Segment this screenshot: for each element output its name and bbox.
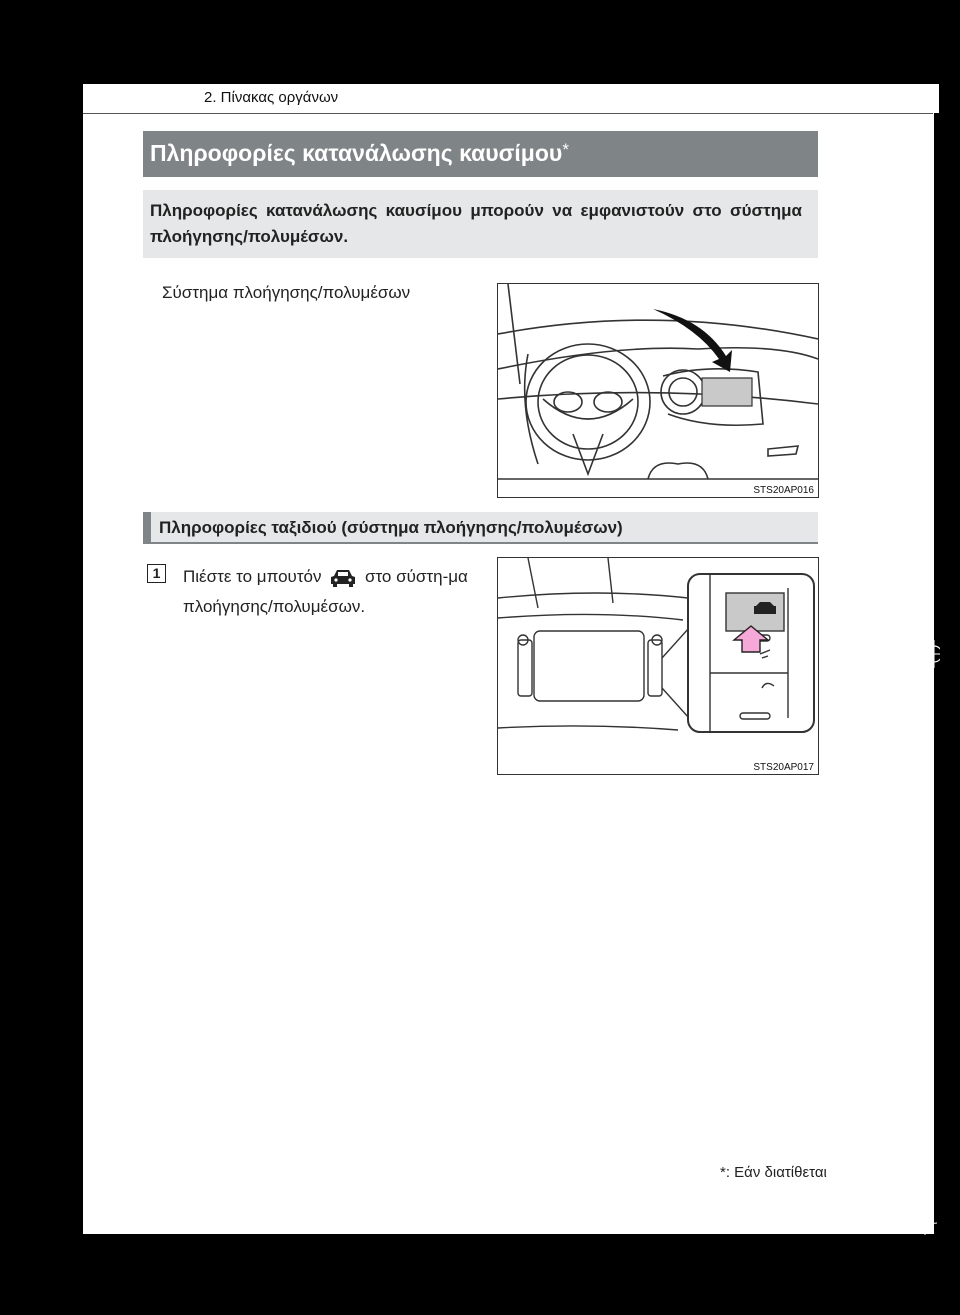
- registration-mark-icon: [920, 640, 940, 668]
- crop-mark-top-icon: [922, 84, 939, 101]
- dashboard-figure: [497, 283, 819, 498]
- header-rule: [83, 113, 933, 114]
- dashboard-illustration-icon: [498, 284, 818, 497]
- multimedia-figure: [497, 557, 819, 775]
- section-underline: [143, 542, 818, 544]
- step-text: Πιέστε το μπουτόν στο σύστη-μα πλοήγησης/πολυμέσων.: [183, 567, 468, 616]
- crop-mark-bottom-icon: [922, 1218, 939, 1235]
- footnote: *: Εάν διατίθεται: [720, 1164, 827, 1181]
- figure-code: STS20AP017: [753, 762, 814, 773]
- car-icon: [330, 568, 356, 588]
- intro-text: Πληροφορίες κατανάλωσης καυσίμου μπορούν να εμφανιστούν στο σύστημα πλοήγησης/πολυμέσων.: [150, 201, 802, 246]
- multimedia-unit-illustration-icon: [498, 558, 818, 774]
- step-number: 1: [147, 564, 166, 583]
- section-accent: [143, 512, 151, 542]
- nav-system-label: Σύστημα πλοήγησης/πολυμέσων: [162, 283, 411, 302]
- figure-code: STS20AP016: [753, 485, 814, 496]
- section-title: Πληροφορίες ταξιδιού (σύστημα πλοήγησης/πολυμέσων): [159, 518, 623, 537]
- section-header: 2. Πίνακας οργάνων: [204, 89, 339, 106]
- right-margin-bar: [934, 113, 939, 1235]
- page-title: Πληροφορίες κατανάλωσης καυσίμου*: [150, 140, 569, 166]
